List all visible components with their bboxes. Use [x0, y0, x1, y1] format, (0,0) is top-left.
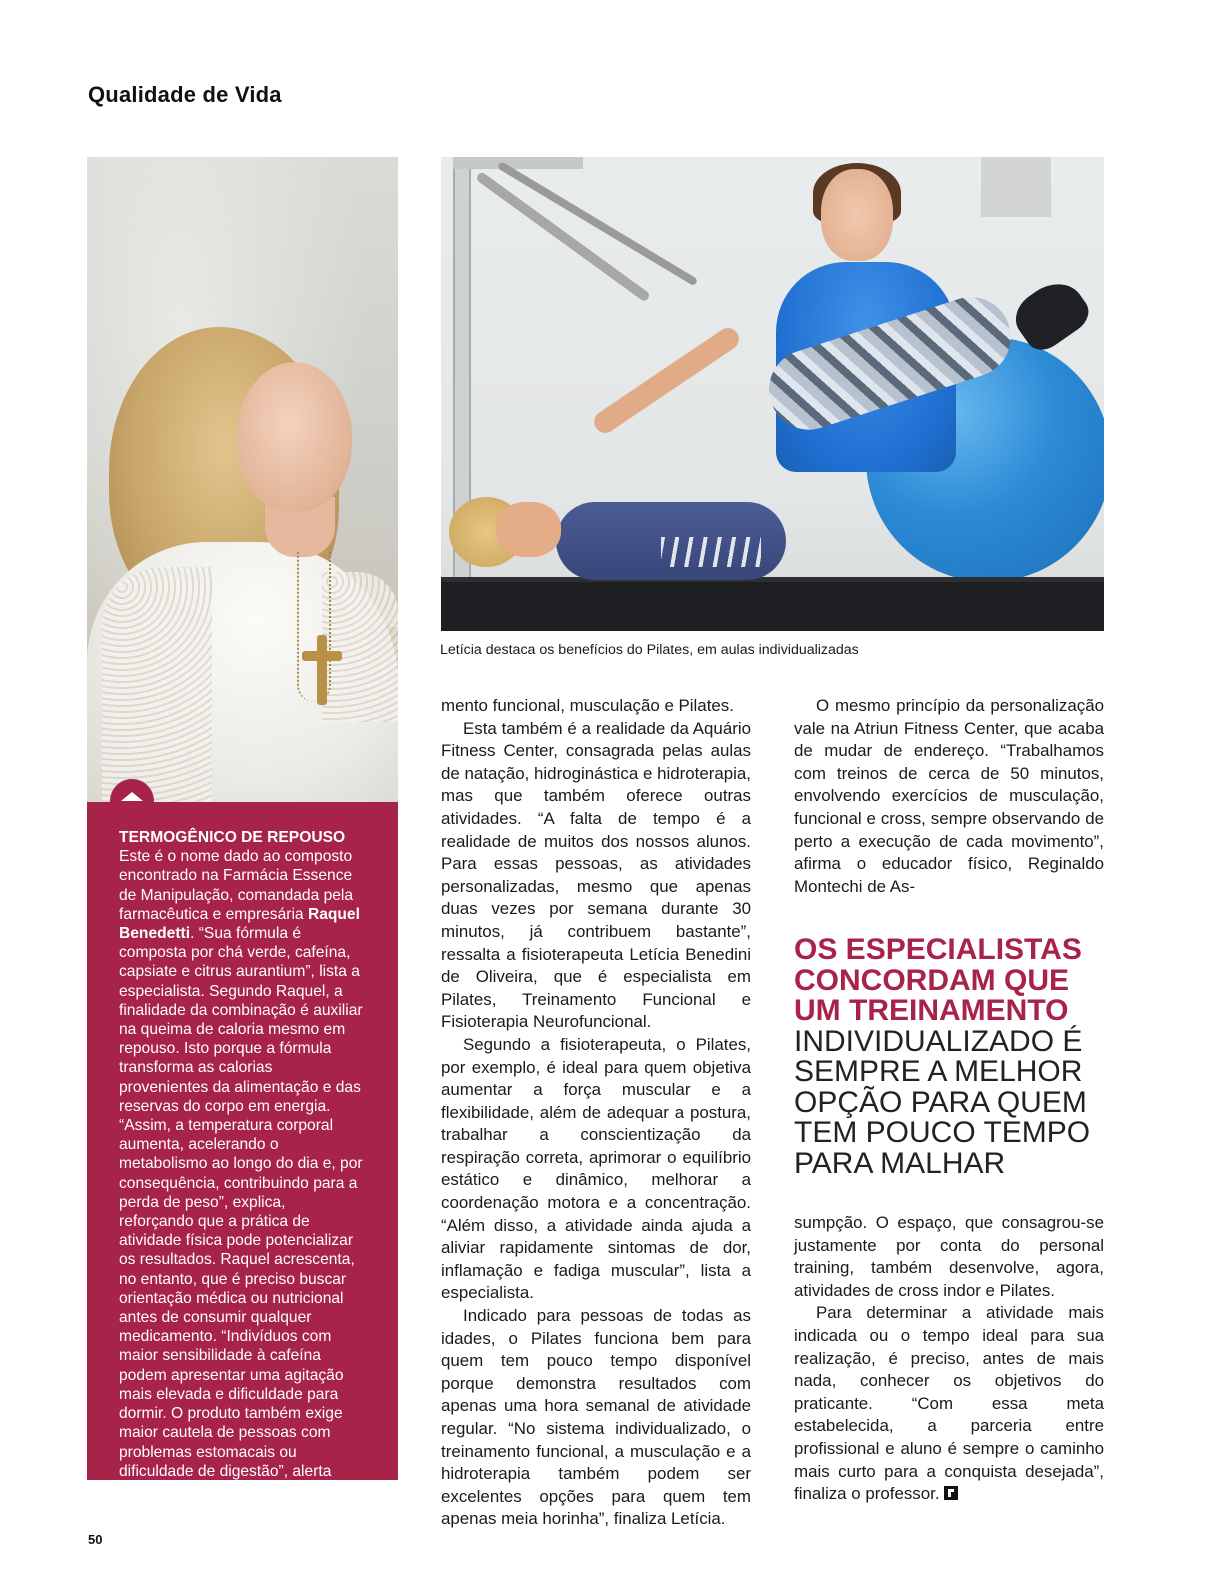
sidebar-tab: [110, 779, 154, 823]
shirt-stripes: [661, 537, 761, 567]
cross-pendant: [302, 635, 342, 705]
face: [237, 362, 352, 512]
sidebar-name: Raquel Benedetti: [119, 905, 360, 943]
page-number: 50: [88, 1532, 103, 1547]
sidebar-text: [119, 828, 363, 1500]
bench: [441, 582, 1104, 631]
article-column-right-bottom: [794, 1212, 1104, 1506]
paragraph: O mesmo princípio da personalização vale na Atriun Fitness Center, que acaba de mudar de endereço. “Trabalhamos com treinos de cerca de 50 minutos, envolvendo exercícios de musculação, funcional e cross, sempre observando de perto a execução de cada movimento”, afirma o educador físico, Reginaldo Montechi de As-: [794, 696, 1104, 896]
lace-sleeve-left: [102, 567, 212, 802]
paragraph: Segundo a fisioterapeuta, o Pilates, por exemplo, é ideal para quem objetiva aumentar a força muscular e a flexibilidade, além de adequar a postura, trabalhar a conscientização da respiração correta, aprimorar o equilíbrio estático e dinâmico, melhorar a coordenação motora e a concentração. “Além disso, a atividade ainda ajuda a aliviar rapidamente sintomas de dor, inflamação e fadiga muscular”, lista a especialista.: [441, 1034, 751, 1303]
paragraph: Indicado para pessoas de todas as idades, o Pilates funciona bem para quem tem pouco tempo disponível porque demonstra resultados com apenas uma hora semanal de atividade regular. “No sistema individualizado, o treinamento funcional, a musculação e a hidroterapia também podem ser excelentes opções para quem tem apenas meia horinha”, finaliza Letícia.: [441, 1306, 751, 1529]
paragraph: Esta também é a realidade da Aquário Fitness Center, consagrada pelas aulas de natação, hidroginástica e hidroterapia, mas que também oferece outras atividades. “A falta de tempo é a realidade de muitos dos nossos alunos. Para essas pessoas, as atividades personalizadas, mesmo que apenas duas vezes por semana durante 30 minutos, já contribuem bastante”, ressalta a fisioterapeuta Letícia Benedini de Oliveira, que é especialista em Pilates, Treinamento Funcional e Fisioterapia Neurofuncional.: [441, 718, 751, 1032]
photo-caption: Letícia destaca os benefícios do Pilates, em aulas individualizadas: [440, 642, 859, 658]
pilates-frame-bar: [453, 157, 583, 169]
article-column-middle: [441, 695, 751, 1531]
pull-quote-bold: OS ESPECIALISTAS CONCORDAM QUE UM TREINAMENTO: [794, 933, 1082, 1027]
student-face: [496, 502, 561, 557]
chevron-up-icon: [121, 792, 143, 801]
sidebar-title: TERMOGÊNICO DE REPOUSO: [119, 829, 346, 846]
paragraph: mento funcional, musculação e Pilates.: [441, 696, 734, 715]
article-column-right-top: [794, 695, 1104, 898]
sidebar-body-start: Este é o nome dado ao composto encontrado na Farmácia Essence de Manipulação, comandada pela farmacêutica e empresária: [119, 848, 354, 923]
portrait-photo: [87, 157, 398, 802]
student-arm: [590, 324, 743, 437]
trainer-face: [821, 169, 893, 261]
section-title: Qualidade de Vida: [88, 82, 282, 107]
pilates-frame-right: [981, 157, 1051, 217]
paragraph-last: [794, 1302, 1104, 1505]
paragraph: sumpção. O espaço, que consagrou-se justamente por conta do personal training, também desenvolve, agora, atividades de cross indor e Pilates.: [794, 1213, 1104, 1300]
sidebar-body-end: . “Sua fórmula é composta por chá verde, cafeína, capsiate e citrus aurantium”, lista a especialista. Segundo Raquel, a finalidade da combinação é auxiliar na queima de caloria mesmo em repouso. Isto porque a fórmula transforma as calorias provenientes da alimentação e das reservas do corpo em energia. “Assim, a temperatura corporal aumenta, acelerando o metabolismo ao longo do dia e, por consequência, contribuindo para a perda de peso”, explica, reforçando que a prática de atividade física pode potencializar os resultados. Raquel acrescenta, no entanto, que é preciso buscar orientação médica ou nutricional antes de consumir qualquer medicamento. “Indivíduos com maior sensibilidade à cafeína podem apresentar uma agitação mais elevada e dificuldade para dormir. O produto também exige maior cautela de pessoas com problemas estomacais ou dificuldade de digestão”, alerta Raquel.: [119, 925, 363, 1499]
paragraph-text: Para determinar a atividade mais indicada ou o tempo ideal para sua realização, é preciso, antes de mais nada, conhecer os objetivos do praticante. “Com essa meta estabelecida, a parceria entre profissional e aluno é sempre o caminho mais curto para a conquista desejada”, finaliza o professor.: [794, 1303, 1104, 1504]
pull-quote: [794, 935, 1104, 1179]
pilates-photo: [441, 157, 1104, 631]
pull-quote-light: INDIVIDUALIZADO É SEMPRE A MELHOR OPÇÃO PARA QUEM TEM POUCO TEMPO PARA MALHAR: [794, 1024, 1091, 1180]
end-mark-icon: [944, 1486, 958, 1500]
